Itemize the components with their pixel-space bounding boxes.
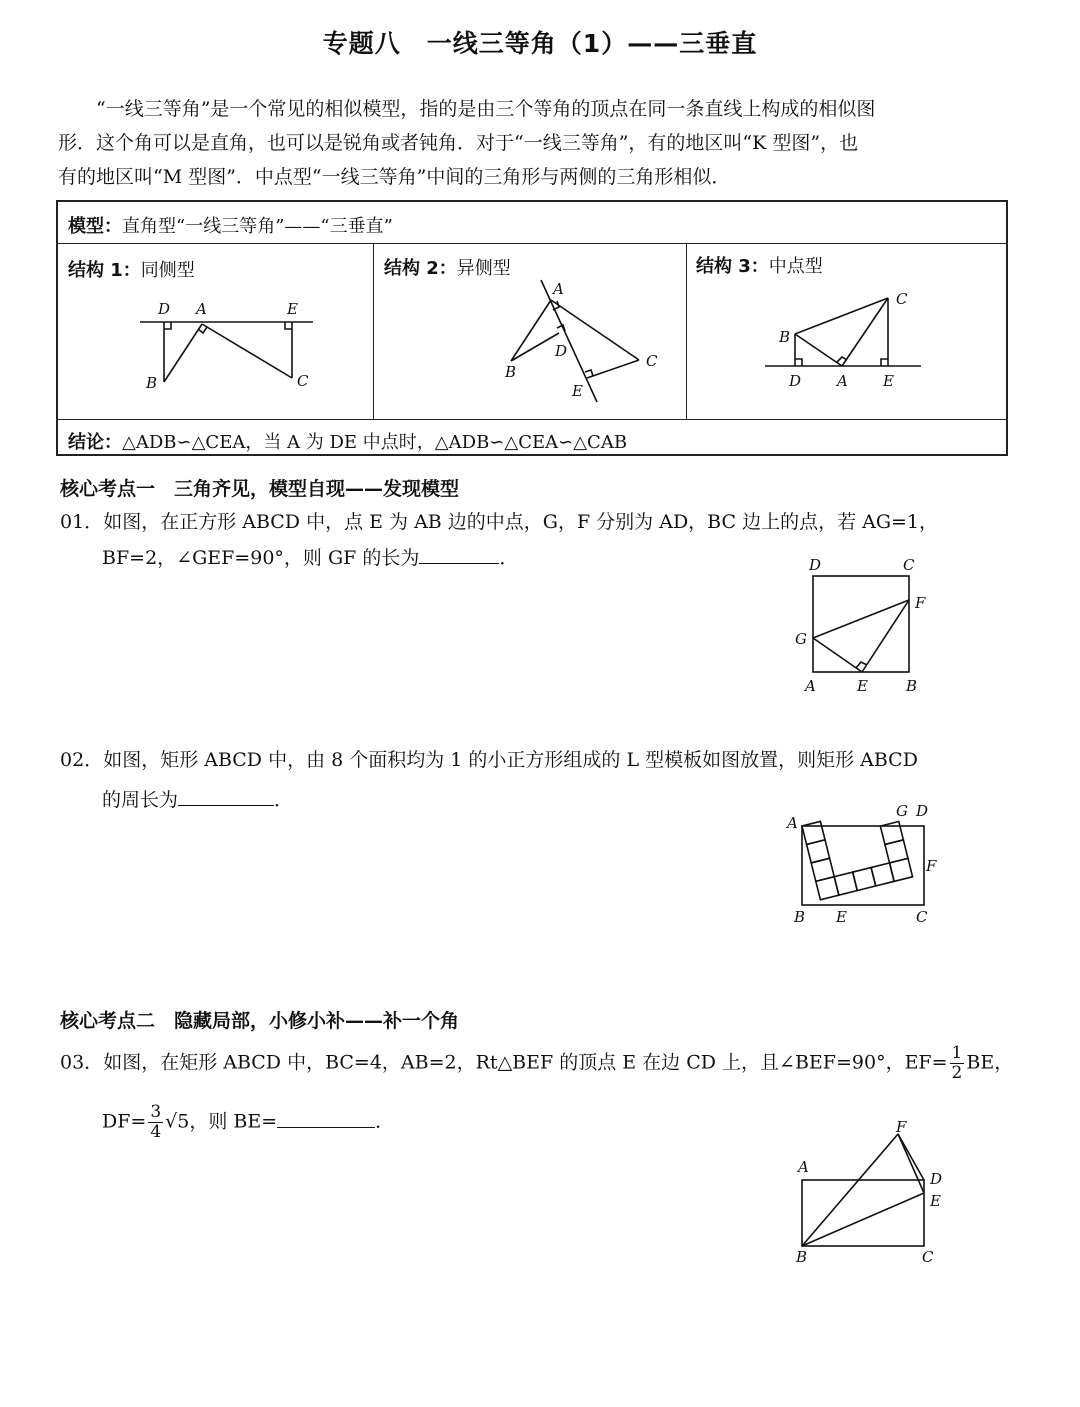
- structure-3-heading: 结构 3：中点型: [696, 256, 823, 277]
- box-divider-bottom: [58, 419, 1006, 420]
- q02-figure: [780, 800, 950, 930]
- s3-label-A: A: [837, 372, 848, 390]
- intro-line-3: 有的地区叫“M 型图”．中点型“一线三等角”中间的三角形与两侧的三角形相似．: [58, 166, 731, 188]
- f3-label-B: B: [796, 1248, 808, 1266]
- q02-answer-blank[interactable]: [178, 785, 274, 806]
- q03-fraction-2: $\frac{3}{4}$: [150, 1102, 162, 1142]
- box-divider-col2: [686, 244, 687, 420]
- s1-label-B: B: [146, 374, 158, 392]
- section-1-title: 核心考点一 三角齐见，模型自现——发现模型: [60, 478, 460, 500]
- q01-line-2: BF=2，∠GEF=90°，则 GF 的长为 ．: [60, 540, 1020, 576]
- section-2-title: 核心考点二 隐藏局部，小修小补——补一个角: [60, 1010, 460, 1032]
- s3-label-D: D: [789, 372, 802, 390]
- q01-figure: [790, 556, 940, 701]
- f1-label-E: E: [857, 677, 868, 695]
- q01-line-1: 01．如图，在正方形 ABCD 中，点 E 为 AB 边的中点，G，F 分别为 AD，BC 边上的点，若 AG=1，: [60, 511, 939, 533]
- q03-sqrt: √5: [165, 1110, 190, 1133]
- f1-label-A: A: [805, 677, 816, 695]
- s1-label-E: E: [287, 300, 298, 318]
- q03-figure: [785, 1118, 965, 1268]
- structure-2-heading: 结构 2：异侧型: [384, 258, 511, 279]
- f2-label-B: B: [794, 908, 806, 926]
- s2-label-D: D: [555, 342, 568, 360]
- structure-3-figure: [765, 286, 935, 396]
- page-title: 专题八 一线三等角（1）——三垂直: [322, 29, 758, 58]
- q01-answer-blank[interactable]: [419, 543, 499, 564]
- s2-label-E: E: [572, 382, 583, 400]
- structure-2-figure: [495, 278, 675, 408]
- s3-label-C: C: [896, 290, 908, 308]
- q03-line-1: 03．如图，在矩形 ABCD 中，BC=4，AB=2，Rt△BEF 的顶点 E 在边 CD 上，且∠BEF=90°，EF= $\frac{1}{2}$ BE，: [60, 1043, 1014, 1083]
- box-divider-col1: [373, 244, 374, 420]
- q02-line-1: 02．如图，矩形 ABCD 中，由 8 个面积均为 1 的小正方形组成的 L 型模板如图放置，则矩形 ABCD: [60, 749, 918, 771]
- s2-label-C: C: [646, 352, 658, 370]
- conclusion-row: [68, 428, 627, 454]
- f2-label-C: C: [916, 908, 928, 926]
- f3-label-C: C: [922, 1248, 934, 1266]
- f1-label-F: F: [915, 594, 926, 612]
- f2-label-A: A: [787, 814, 798, 832]
- f2-label-E: E: [836, 908, 847, 926]
- model-label: 模型：: [68, 216, 122, 237]
- f3-label-E: E: [930, 1192, 941, 1210]
- model-row: [68, 212, 393, 238]
- intro-line-2: 形．这个角可以是直角，也可以是锐角或者钝角．对于“一线三等角”，有的地区叫“K 型图”，也: [58, 132, 859, 154]
- f2-label-D: D: [916, 802, 929, 820]
- conclusion-label: 结论：: [68, 432, 122, 453]
- f1-label-B: B: [906, 677, 918, 695]
- box-divider-top: [58, 243, 1006, 244]
- s2-label-B: B: [505, 363, 517, 381]
- f2-label-G: G: [896, 802, 908, 820]
- q03-answer-blank[interactable]: [277, 1107, 375, 1128]
- s2-label-A: A: [553, 280, 564, 298]
- f2-label-F: F: [926, 857, 937, 875]
- s3-label-E: E: [883, 372, 894, 390]
- intro-paragraph: [58, 92, 1018, 194]
- f1-label-G: G: [795, 630, 807, 648]
- q02-line-2: 的周长为 ．: [60, 782, 1020, 818]
- f1-label-D: D: [809, 556, 822, 574]
- structure-1-figure: [130, 296, 330, 396]
- structure-1-heading: 结构 1：同侧型: [68, 260, 195, 281]
- s1-label-D: D: [158, 300, 171, 318]
- intro-line-1: “一线三等角”是一个常见的相似模型，指的是由三个等角的顶点在同一条直线上构成的相似图: [96, 98, 876, 120]
- q03-fraction-1: $\frac{1}{2}$: [951, 1043, 963, 1083]
- s3-label-B: B: [779, 328, 791, 346]
- f1-label-C: C: [903, 556, 915, 574]
- model-text: 直角型“一线三等角”——“三垂直”: [122, 216, 393, 237]
- q03-line-2: DF= $\frac{3}{4}$ √5，则 BE= ．: [102, 1102, 395, 1142]
- s1-label-A: A: [196, 300, 207, 318]
- conclusion-text: △ADB∽△CEA，当 A 为 DE 中点时，△ADB∽△CEA∽△CAB: [122, 432, 628, 453]
- f3-label-A: A: [798, 1158, 809, 1176]
- f3-label-F: F: [896, 1118, 907, 1136]
- f3-label-D: D: [930, 1170, 943, 1188]
- s1-label-C: C: [297, 372, 309, 390]
